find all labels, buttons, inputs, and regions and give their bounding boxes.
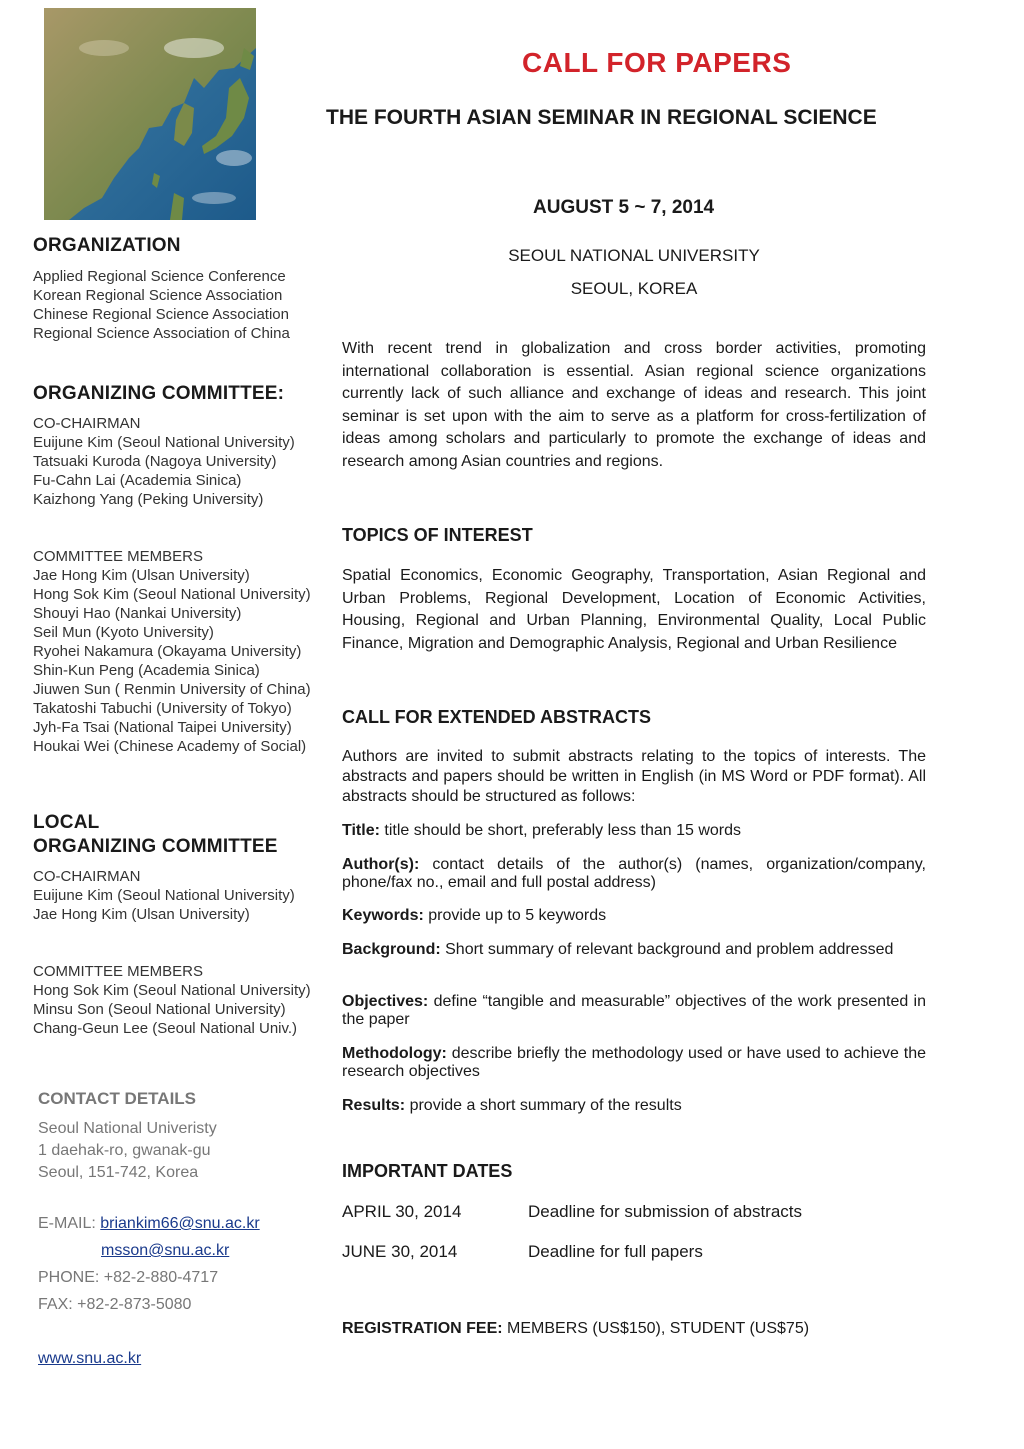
cochair-item: Euijune Kim (Seoul National University) — [33, 434, 295, 451]
abstract-item — [342, 941, 926, 959]
address-line: Seoul, 151-742, Korea — [38, 1164, 199, 1181]
registration-label: REGISTRATION FEE: — [342, 1320, 503, 1337]
organization-list — [33, 267, 290, 343]
venue-name: SEOUL NATIONAL UNIVERSITY — [508, 246, 760, 265]
date-description: Deadline for full papers — [528, 1242, 703, 1261]
cochair-list — [33, 414, 295, 509]
abstract-item — [342, 822, 926, 840]
abstract-item — [342, 856, 926, 892]
intro-paragraph: With recent trend in globalization and cross border activities, promoting international collaboration is essential. Asian regional science organizations currently lack of such alliance and exchange of ideas and research. This joint seminar is set upon with the aim to serve as a platform for cross-fertilization of ideas among scholars and particularly to promote the exchange of ideas and research among Asian countries and regions. — [342, 340, 926, 470]
seminar-date: AUGUST 5 ~ 7, 2014 — [533, 197, 715, 218]
contact-heading: CONTACT DETAILS — [38, 1089, 197, 1108]
member-item: Hong Sok Kim (Seoul National University) — [33, 586, 311, 603]
member-item: Takatoshi Tabuchi (University of Tokyo) — [33, 700, 292, 717]
member-item: Houkai Wei (Chinese Academy of Social) — [33, 738, 307, 755]
committee-heading: ORGANIZING COMMITTEE: — [33, 383, 285, 404]
date-description: Deadline for submission of abstracts — [528, 1202, 803, 1221]
local-heading-line1: LOCAL — [33, 812, 100, 833]
abstract-item-label: Author(s): — [342, 856, 420, 873]
member-item: Shin-Kun Peng (Academia Sinica) — [33, 662, 260, 679]
email-row — [38, 1213, 260, 1235]
website-link[interactable]: www.snu.ac.kr — [38, 1350, 142, 1367]
organization-item: Regional Science Association of China — [33, 325, 290, 342]
member-item: Ryohei Nakamura (Okayama University) — [33, 643, 302, 660]
cochair-label: CO-CHAIRMAN — [33, 868, 141, 885]
cochair-item: Jae Hong Kim (Ulsan University) — [33, 906, 250, 923]
members-label: COMMITTEE MEMBERS — [33, 548, 204, 565]
email-row-2 — [101, 1240, 229, 1262]
fax-number: FAX: +82-2-873-5080 — [38, 1296, 192, 1313]
member-item: Hong Sok Kim (Seoul National University) — [33, 982, 311, 999]
abstract-item-text: contact details of the author(s) (names, organization/company, phone/fax no., email and full postal address) — [342, 856, 926, 891]
date-value: APRIL 30, 2014 — [342, 1202, 462, 1221]
organization-heading: ORGANIZATION — [33, 235, 181, 256]
email-link-1[interactable]: briankim66@snu.ac.kr — [100, 1215, 260, 1232]
abstracts-heading: CALL FOR EXTENDED ABSTRACTS — [342, 707, 652, 727]
date-value: JUNE 30, 2014 — [342, 1242, 458, 1261]
abstract-item-text: define “tangible and measurable” objectives of the work presented in the paper — [342, 993, 927, 1028]
registration-text: MEMBERS (US$150), STUDENT (US$75) — [507, 1320, 810, 1337]
abstract-item — [342, 907, 926, 925]
member-item: Jae Hong Kim (Ulsan University) — [33, 567, 250, 584]
map-graphic — [44, 8, 256, 220]
abstract-item-text: describe briefly the methodology used or have used to achieve the research objectives — [342, 1045, 926, 1080]
abstract-item-label: Objectives: — [342, 993, 429, 1010]
abstract-item — [342, 1097, 926, 1115]
abstract-item-text: provide a short summary of the results — [409, 1097, 682, 1114]
abstract-item-label: Results: — [342, 1097, 406, 1114]
abstract-item-text: provide up to 5 keywords — [428, 907, 607, 924]
member-item: Jyh-Fa Tsai (National Taipei University) — [33, 719, 292, 736]
local-members-list — [33, 962, 311, 1038]
cochair-item: Fu-Cahn Lai (Academia Sinica) — [33, 472, 242, 489]
abstract-item-label: Background: — [342, 941, 441, 958]
cochair-item: Euijune Kim (Seoul National University) — [33, 887, 295, 904]
cochair-item: Kaizhong Yang (Peking University) — [33, 491, 264, 508]
abstract-item-text: title should be short, preferably less than 15 words — [384, 822, 742, 839]
member-item: Shouyi Hao (Nankai University) — [33, 605, 242, 622]
abstract-item-label: Keywords: — [342, 907, 424, 924]
committee-members-list — [33, 547, 311, 756]
phone-number: PHONE: +82-2-880-4717 — [38, 1269, 219, 1286]
abstract-item-label: Methodology: — [342, 1045, 447, 1062]
member-item: Chang-Geun Lee (Seoul National Univ.) — [33, 1020, 298, 1037]
venue-city: SEOUL, KOREA — [570, 279, 698, 298]
member-item: Jiuwen Sun ( Renmin University of China) — [33, 681, 311, 698]
topics-heading: TOPICS OF INTEREST — [342, 525, 533, 545]
contact-address — [38, 1118, 217, 1184]
topics-text: Spatial Economics, Economic Geography, Transportation, Asian Regional and Urban Problems, Regional Development, Location of Economic Activities, Housing, Regional and Urban Planning, Environmental Quality, Local Public Finance, Migration and Demographic Analysis, Regional and Urban Resilience — [342, 567, 926, 652]
organization-item: Chinese Regional Science Association — [33, 306, 289, 323]
registration-fee — [342, 1320, 809, 1338]
members-label: COMMITTEE MEMBERS — [33, 963, 204, 980]
local-heading-line2: ORGANIZING COMMITTEE — [33, 836, 278, 857]
address-line: Seoul National Univeristy — [38, 1120, 217, 1137]
abstract-item-text: Short summary of relevant background and problem addressed — [445, 941, 894, 958]
page-title: CALL FOR PAPERS — [522, 47, 792, 78]
seminar-title: THE FOURTH ASIAN SEMINAR IN REGIONAL SCIENCE — [326, 106, 877, 129]
abstract-item — [342, 993, 926, 1029]
organization-item: Korean Regional Science Association — [33, 287, 283, 304]
member-item: Seil Mun (Kyoto University) — [33, 624, 214, 641]
abstracts-intro: Authors are invited to submit abstracts relating to the topics of interests. The abstracts and papers should be written in English (in MS Word or PDF format). All abstracts should be structured as follows: — [342, 748, 926, 805]
cochair-label: CO-CHAIRMAN — [33, 415, 141, 432]
asia-satellite-map — [44, 8, 256, 220]
local-cochair-list — [33, 867, 295, 924]
email-label: E-MAIL: — [38, 1215, 96, 1232]
cochair-item: Tatsuaki Kuroda (Nagoya University) — [33, 453, 277, 470]
email-link-2[interactable]: msson@snu.ac.kr — [101, 1242, 230, 1259]
website-row — [38, 1348, 141, 1370]
address-line: 1 daehak-ro, gwanak-gu — [38, 1142, 211, 1159]
dates-heading: IMPORTANT DATES — [342, 1161, 513, 1181]
member-item: Minsu Son (Seoul National University) — [33, 1001, 286, 1018]
abstract-item — [342, 1045, 926, 1081]
abstract-item-label: Title: — [342, 822, 380, 839]
organization-item: Applied Regional Science Conference — [33, 268, 286, 285]
